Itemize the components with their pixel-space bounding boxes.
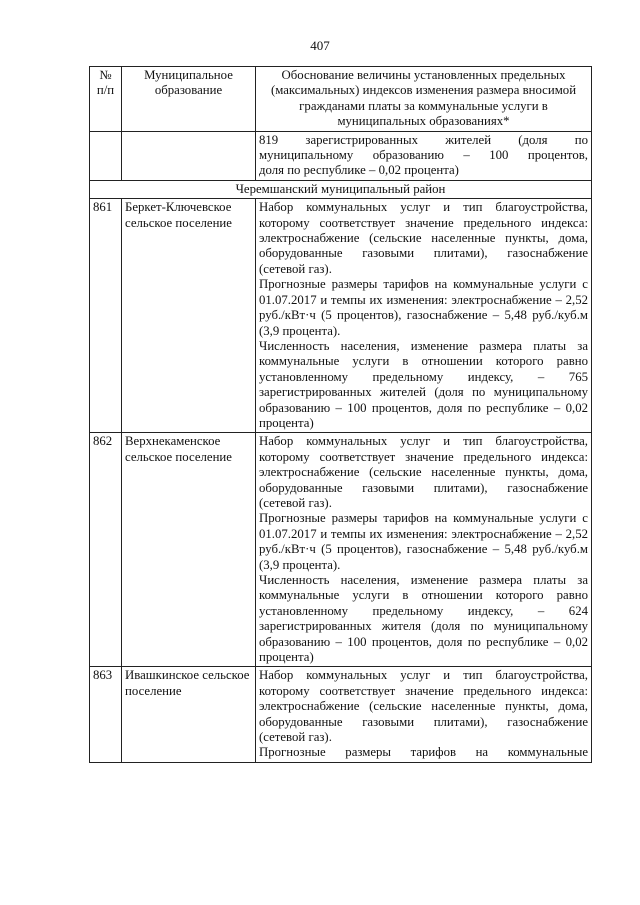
paragraph-population: Численность населения, изменение размера платы за коммунальные услуги в отношении которого равно установленному предельному индексу, – 765 зарегистрированных жителей (доля по муниципальному образованию – 100 процентов, доля по республике – 0,02 процента) xyxy=(259,338,588,430)
cell-num-empty xyxy=(90,131,122,180)
table-row-region xyxy=(90,180,592,198)
table-row xyxy=(90,199,592,433)
municipality-name: Верхнекаменское сельское поселение xyxy=(122,433,256,667)
continuation-line-2: муниципальному образованию – 100 процентов, xyxy=(259,148,588,163)
paragraph-tariffs: Прогнозные размеры тарифов на коммунальные услуги с 01.07.2017 и темпы их изменения: электроснабжение – 2,52 руб./кВт·ч (5 процентов), газоснабжение – 5,48 руб./куб.м (3,9 процента). xyxy=(259,511,588,572)
paragraph-tariffs: Прогнозные размеры тарифов на коммунальные xyxy=(259,745,588,760)
paragraph-tariffs: Прогнозные размеры тарифов на коммунальные услуги с 01.07.2017 и темпы их изменения: электроснабжение – 2,52 руб./кВт·ч (5 процентов), газоснабжение – 5,48 руб./куб.м (3,9 процента). xyxy=(259,277,588,338)
row-number: 861 xyxy=(90,199,122,433)
tariff-index-table xyxy=(89,66,592,763)
row-number: 863 xyxy=(90,667,122,762)
justification-cell xyxy=(256,433,592,667)
municipality-name: Беркет-Ключевское сельское поселение xyxy=(122,199,256,433)
header-municipality: Муниципальное образование xyxy=(122,67,256,132)
table-row xyxy=(90,433,592,667)
header-justification: Обоснование величины установленных предельных (максимальных) индексов изменения размера вносимой гражданами платы за коммунальные услуги в муниципальных образованиях* xyxy=(256,67,592,132)
region-heading: Черемшанский муниципальный район xyxy=(90,180,592,198)
header-num: № п/п xyxy=(90,67,122,132)
continuation-line-3: доля по республике – 0,02 процента) xyxy=(259,163,459,178)
continuation-line-1: 819 зарегистрированных жителей (доля по xyxy=(259,132,588,147)
cell-name-empty xyxy=(122,131,256,180)
paragraph-services: Набор коммунальных услуг и тип благоустройства, которому соответствует значение предельного индекса: электроснабжение (сельские населенные пункты, дома, оборудованные газовыми плитами), газоснабжение (сетевой газ). xyxy=(259,434,588,510)
row-number: 862 xyxy=(90,433,122,667)
justification-cell xyxy=(256,667,592,762)
table-row xyxy=(90,667,592,762)
paragraph-services: Набор коммунальных услуг и тип благоустройства, которому соответствует значение предельного индекса: электроснабжение (сельские населенные пункты, дома, оборудованные газовыми плитами), газоснабжение (сетевой газ). xyxy=(259,668,588,745)
table-header-row xyxy=(90,67,592,132)
paragraph-population: Численность населения, изменение размера платы за коммунальные услуги в отношении которого равно установленному предельному индексу, – 624 зарегистрированных жителя (доля по муниципальному образованию – 100 процентов, доля по республике – 0,02 процента) xyxy=(259,573,588,665)
paragraph-services: Набор коммунальных услуг и тип благоустройства, которому соответствует значение предельного индекса: электроснабжение (сельские населенные пункты, дома, оборудованные газовыми плитами), газоснабжение (сетевой газ). xyxy=(259,200,588,276)
cell-continuation xyxy=(256,131,592,180)
page-number: 407 xyxy=(310,38,330,53)
municipality-name: Ивашкинское сельское поселение xyxy=(122,667,256,762)
justification-cell xyxy=(256,199,592,433)
table-row-continuation xyxy=(90,131,592,180)
